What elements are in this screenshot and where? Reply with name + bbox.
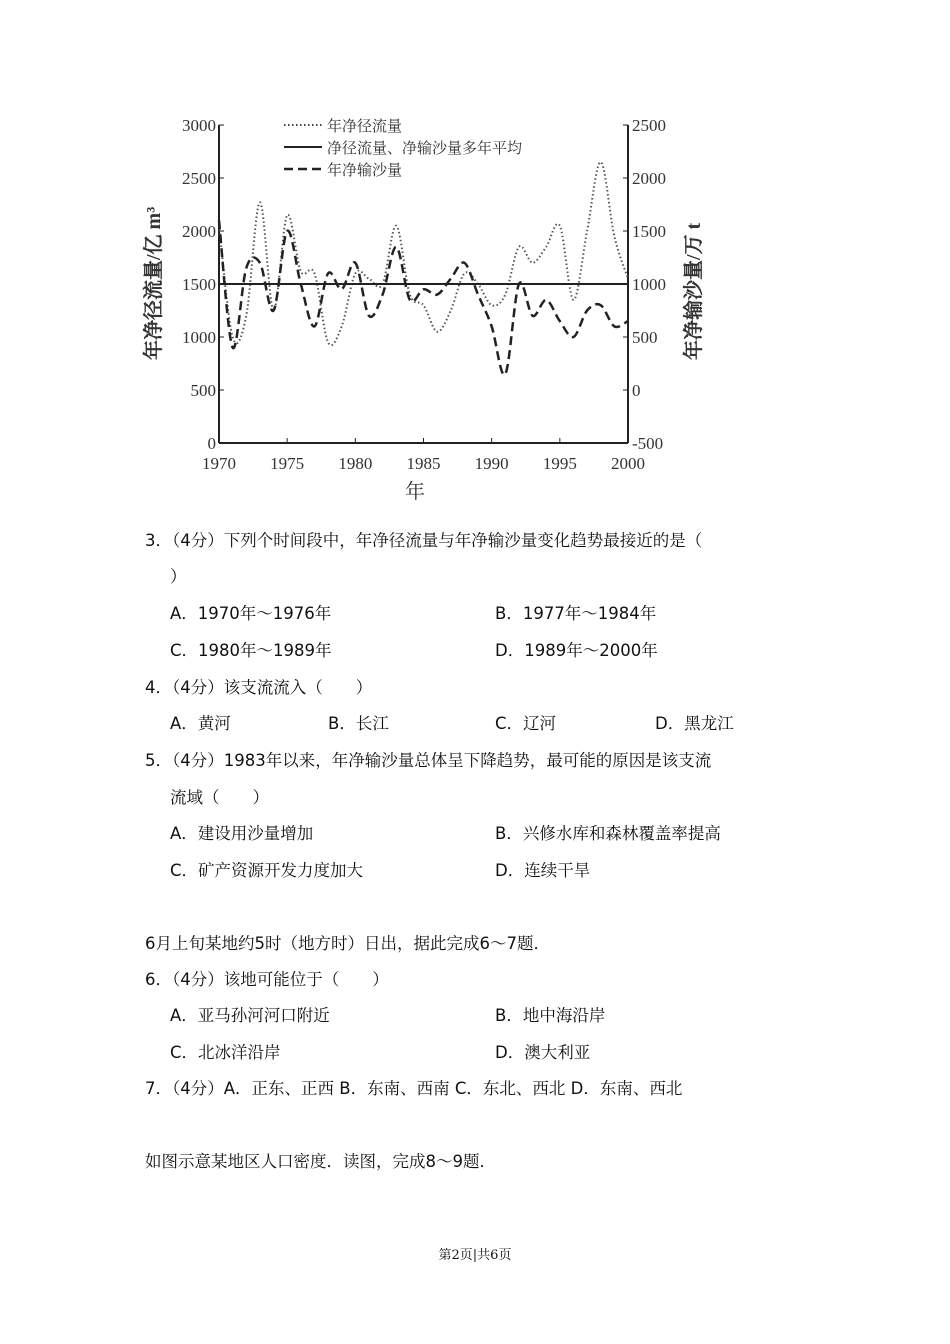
question-4-stem: 4．（4分）该支流流入（ ） [145,678,373,697]
legend-sediment: 年净输沙量 [327,163,403,179]
x-tick-label: 1985 [406,454,441,473]
question-3-stem-cont: ） [170,567,187,586]
x-axis-label: 年 [405,481,425,503]
q3-option-b[interactable]: B．1977年～1984年 [495,604,657,623]
question-7: 7．（4分）A．正东、正西 B．东南、西南 C．东北、西北 D．东南、西北 [145,1079,683,1098]
runoff-sediment-chart [0,0,950,510]
q5-option-d[interactable]: D．连续干旱 [495,861,591,880]
y-right-tick-label: 2500 [632,116,666,135]
x-tick-label: 1980 [338,454,373,473]
question-3-stem: 3．（4分）下列个时间段中，年净径流量与年净输沙量变化趋势最接近的是（ [145,531,703,550]
y-tick-label: 0 [207,434,216,453]
legend [284,117,522,179]
y-right-tick-label: 1000 [632,275,666,294]
q5-option-b[interactable]: B．兴修水库和森林覆盖率提高 [495,824,721,843]
y-tick-label: 1000 [182,328,216,347]
q6-option-b[interactable]: B．地中海沿岸 [495,1006,606,1025]
q4-option-a[interactable]: A．黄河 [170,714,231,733]
y-tick-label: 1500 [182,275,216,294]
runoff-line [219,162,628,345]
y-tick-label: 2500 [182,169,216,188]
x-tick-label: 1990 [474,454,509,473]
q8-9-intro: 如图示意某地区人口密度．读图，完成8～9题． [145,1152,496,1171]
y-right-tick-label: 2000 [632,169,666,188]
q6-option-d[interactable]: D．澳大利亚 [495,1043,591,1062]
sediment-line [219,220,628,375]
q6-option-c[interactable]: C．北冰洋沿岸 [170,1043,281,1062]
q4-option-d[interactable]: D．黑龙江 [655,714,734,733]
q4-option-b[interactable]: B．长江 [328,714,389,733]
q4-option-c[interactable]: C．辽河 [495,714,557,733]
x-tick-label: 1970 [202,454,236,473]
x-tick-label: 1995 [542,454,577,473]
y-tick-label: 3000 [182,116,216,135]
y-right-tick-label: -500 [632,434,664,453]
page-footer: 第2页|共6页 [438,1248,512,1263]
y-right-tick-label: 1500 [632,222,666,241]
y-right-tick-label: 500 [632,328,658,347]
q3-option-c[interactable]: C．1980年～1989年 [170,641,332,660]
q3-option-a[interactable]: A．1970年～1976年 [170,604,332,623]
question-5-stem-cont: 流域（ ） [170,788,269,807]
y-right-tick-label: 0 [632,381,641,400]
y-axis-label: 年净径流量/亿 m³ [143,206,165,360]
y-axis-right-label: 年净输沙量/万 t [683,222,705,360]
legend-runoff: 年净径流量 [327,119,403,135]
question-6-stem: 6．（4分）该地可能位于（ ） [145,970,389,989]
legend-mean: 净径流量、净输沙量多年平均 [327,141,523,157]
y-tick-label: 2000 [182,222,216,241]
x-tick-label: 2000 [611,454,645,473]
question-5-stem: 5．（4分）1983年以来，年净输沙量总体呈下降趋势，最可能的原因是该支流 [145,751,712,770]
q3-option-d[interactable]: D．1989年～2000年 [495,641,658,660]
q5-option-c[interactable]: C．矿产资源开发力度加大 [170,861,364,880]
y-tick-label: 500 [190,381,216,400]
q6-7-intro: 6月上旬某地约5时（地方时）日出，据此完成6～7题． [145,934,550,953]
q6-option-a[interactable]: A．亚马孙河河口附近 [170,1006,330,1025]
x-tick-label: 1975 [270,454,305,473]
q5-option-a[interactable]: A．建设用沙量增加 [170,824,314,843]
